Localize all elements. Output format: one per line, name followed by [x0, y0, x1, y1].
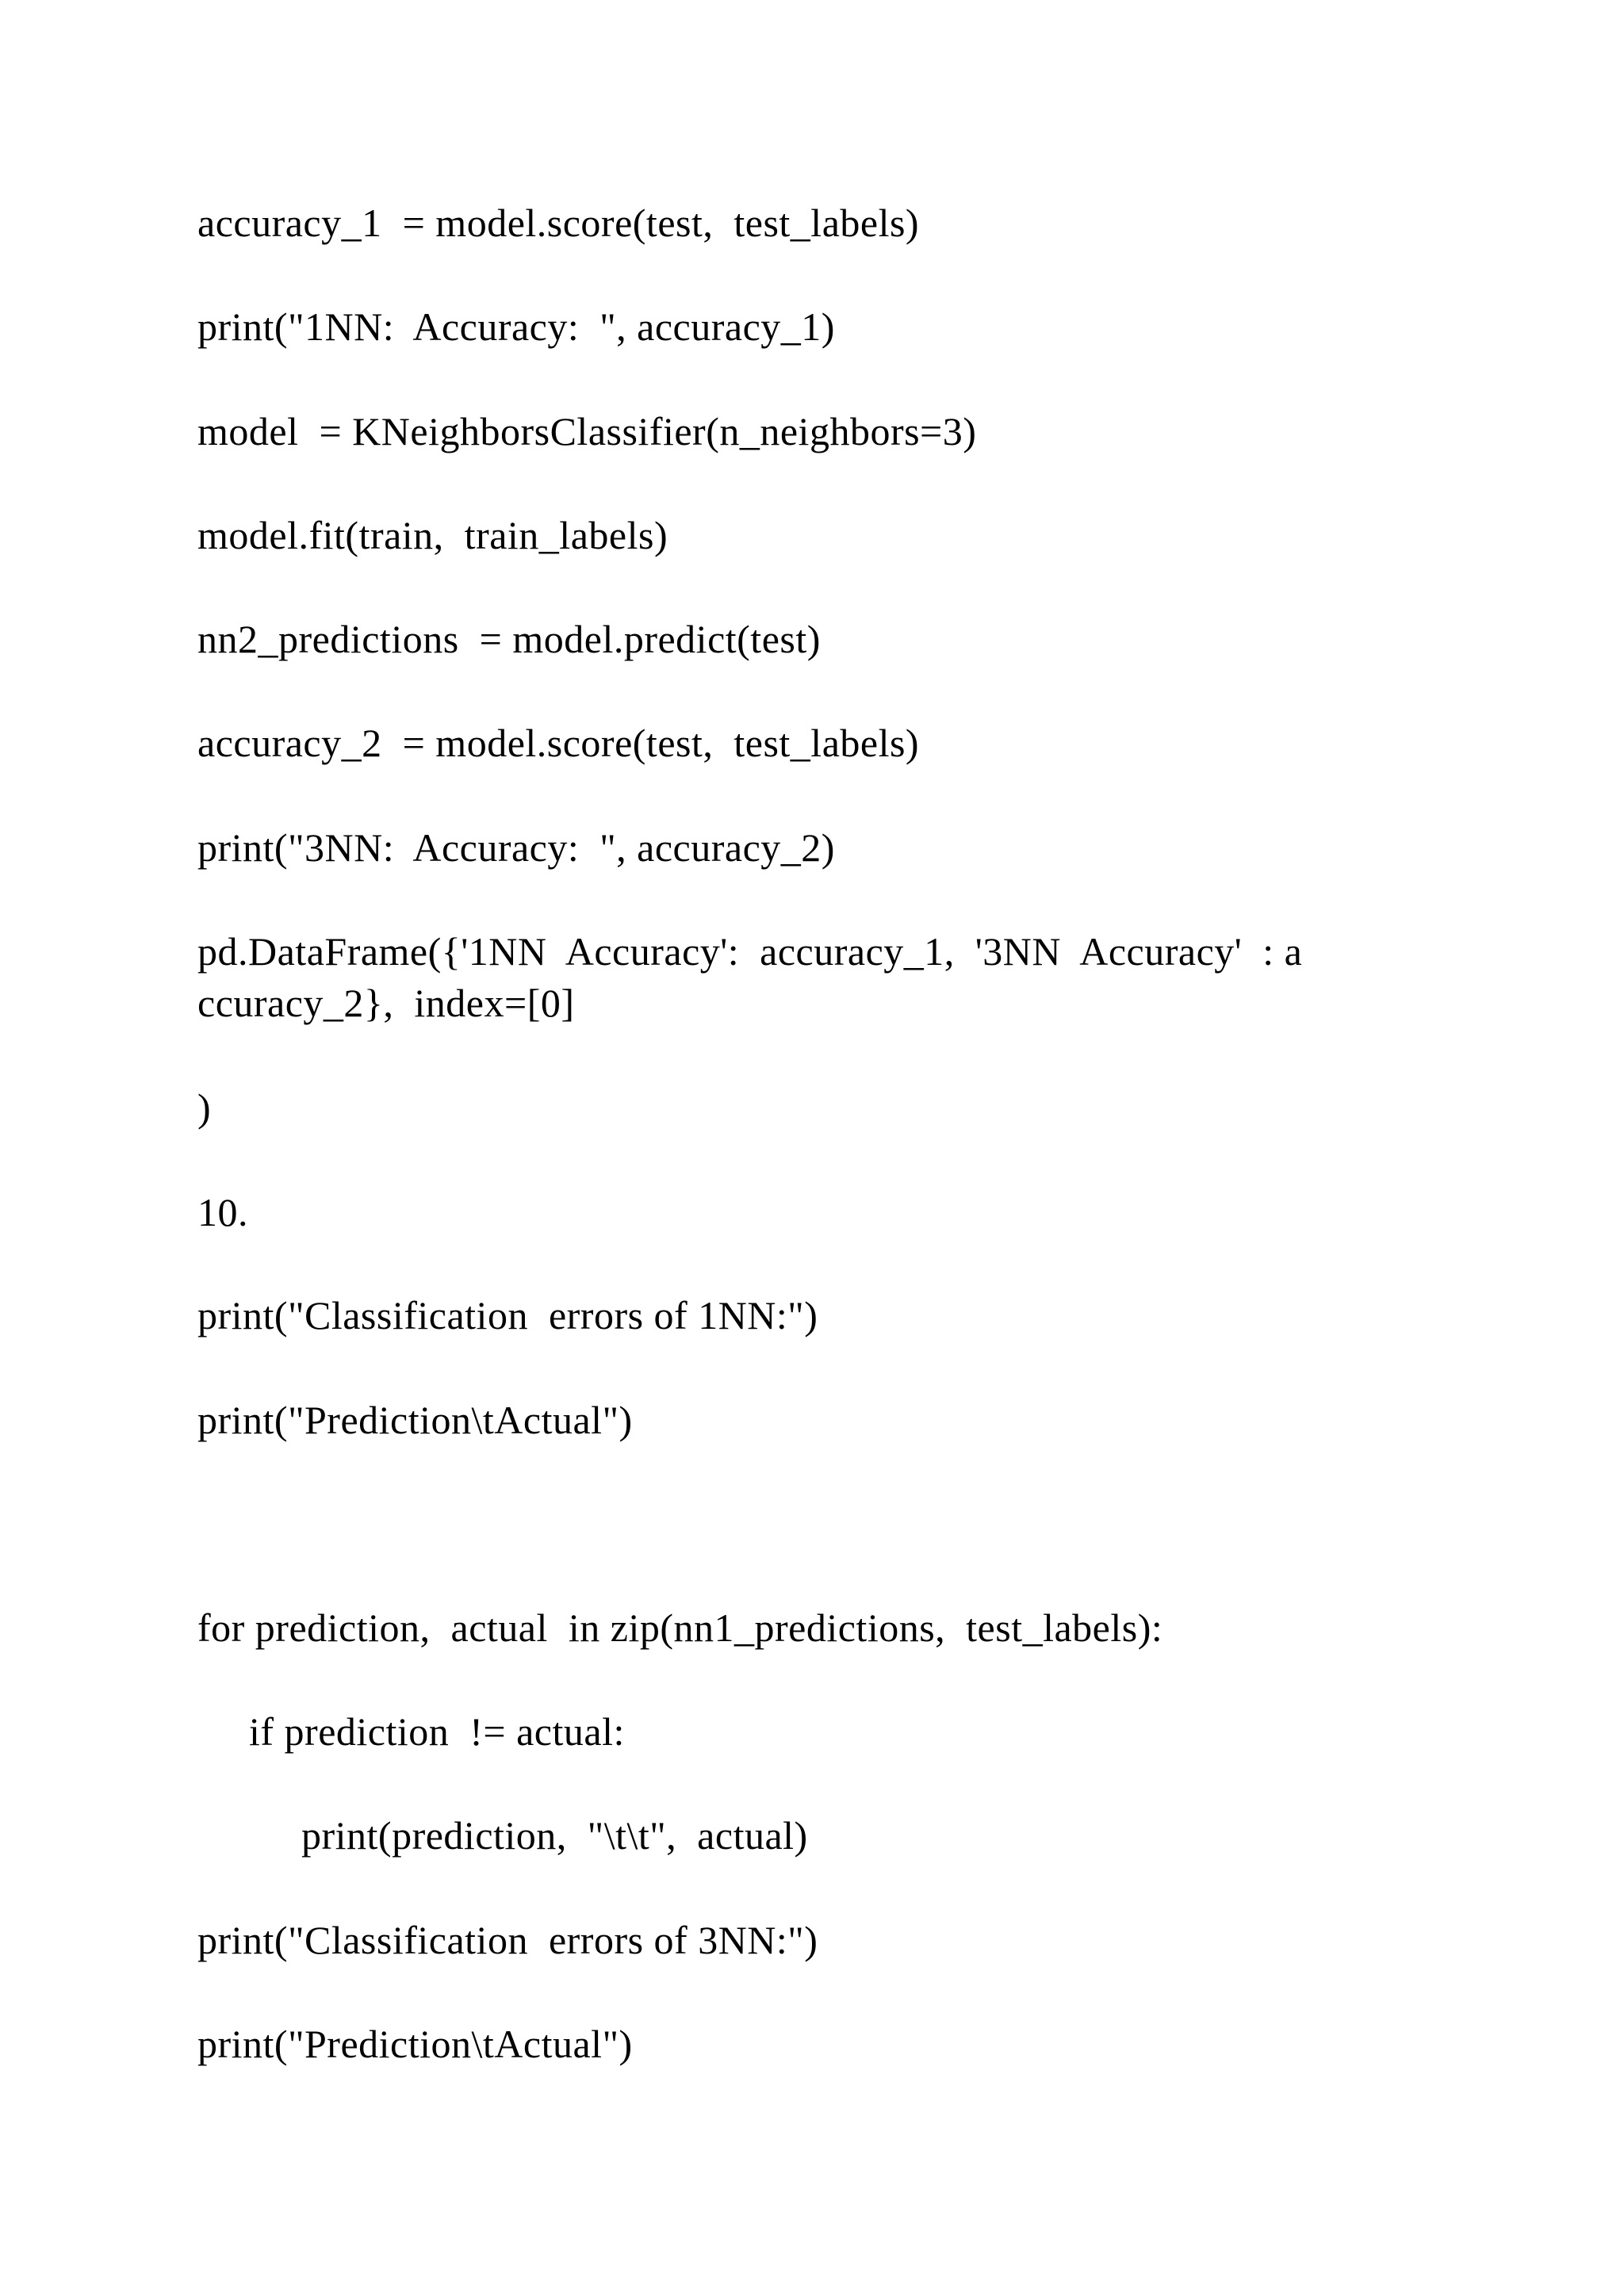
code-line-dataframe-part1: pd.DataFrame({'1NN Accuracy': accuracy_1, '3NN Accuracy' : a: [197, 929, 1303, 974]
code-line-accuracy-2: accuracy_2 = model.score(test, test_labels): [197, 721, 920, 765]
code-line-closing-paren: ): [197, 1085, 212, 1130]
code-line-print-errors-3nn: print("Classification errors of 3NN:"): [197, 1918, 818, 1962]
code-line-print-prediction: print(prediction, "\t\t", actual): [301, 1813, 808, 1858]
code-line-print-header-2: print("Prediction\tActual"): [197, 2022, 633, 2066]
code-line-nn2-predictions: nn2_predictions = model.predict(test): [197, 617, 821, 661]
code-line-for-loop: for prediction, actual in zip(nn1_predictions, test_labels):: [197, 1605, 1163, 1650]
code-line-model-fit: model.fit(train, train_labels): [197, 513, 668, 557]
code-line-print-3nn-accuracy: print("3NN: Accuracy: ", accuracy_2): [197, 825, 835, 870]
code-line-accuracy-1: accuracy_1 = model.score(test, test_labels): [197, 201, 920, 245]
code-line-dataframe-part2: ccuracy_2}, index=[0]: [197, 981, 575, 1025]
code-line-if-statement: if prediction != actual:: [249, 1709, 625, 1754]
code-line-print-1nn-accuracy: print("1NN: Accuracy: ", accuracy_1): [197, 304, 835, 349]
code-line-print-header-1: print("Prediction\tActual"): [197, 1398, 633, 1442]
section-number: 10.: [197, 1190, 248, 1234]
code-line-print-errors-1nn: print("Classification errors of 1NN:"): [197, 1293, 818, 1337]
code-line-model-knn3: model = KNeighborsClassifier(n_neighbors=3): [197, 409, 977, 453]
